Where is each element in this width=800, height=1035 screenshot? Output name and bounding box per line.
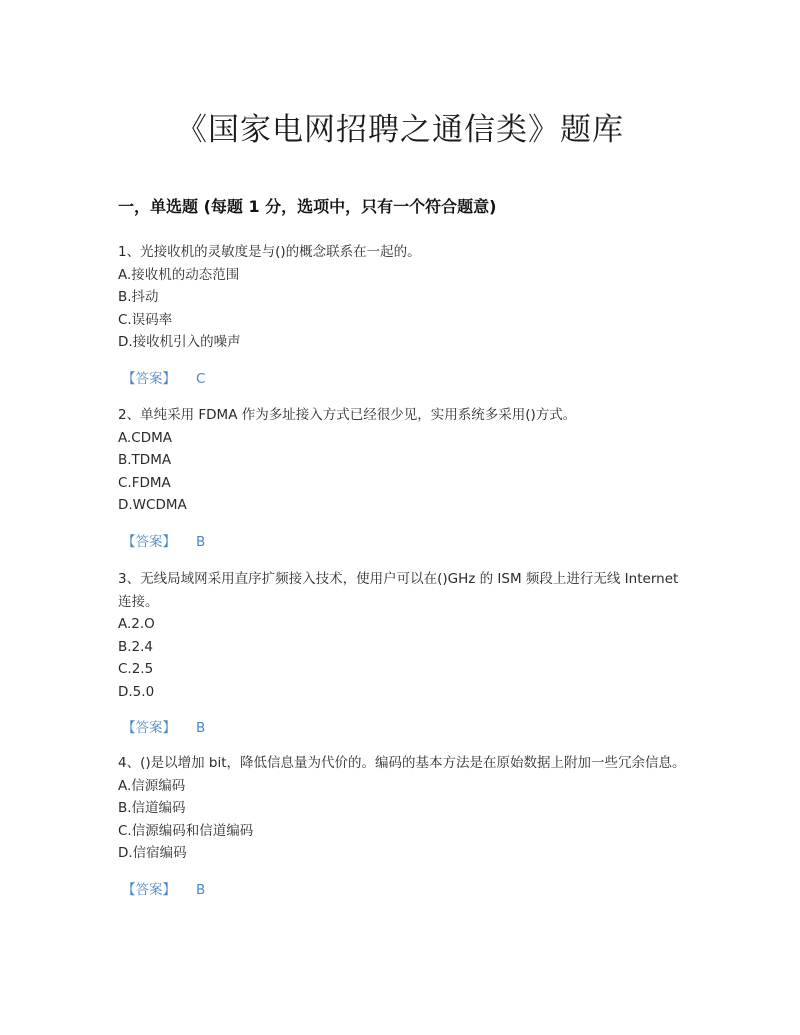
answer-line <box>118 717 688 739</box>
option-a: A.信源编码 <box>118 777 186 794</box>
answer-value: B <box>196 720 206 736</box>
option-d: D.WCDMA <box>118 497 187 513</box>
answer-label: 【答案】 <box>122 533 176 550</box>
question-text: 1、光接收机的灵敏度是与()的概念联系在一起的。 <box>118 244 421 260</box>
answer-line <box>118 879 688 901</box>
option-d: D.5.0 <box>118 683 155 700</box>
page-title: 《国家电网招聘之通信类》题库 <box>176 112 624 148</box>
answer-line <box>118 531 688 553</box>
answer-value: B <box>196 881 206 898</box>
answer-label: 【答案】 <box>122 370 176 387</box>
option-c: C.FDMA <box>118 474 171 491</box>
section-heading: 一，单选题 (每题 1 分，选项中，只有一个符合题意) <box>118 197 497 216</box>
option-a: A.CDMA <box>118 429 172 446</box>
question-text: 2、单纯采用 FDMA 作为多址接入方式已经很少见，实用系统多采用()方式。 <box>118 407 577 423</box>
option-b: B.2.4 <box>118 638 154 655</box>
answer-value: B <box>196 533 206 550</box>
option-b: B.抖动 <box>118 289 159 305</box>
option-d: D.信宿编码 <box>118 845 187 861</box>
question-2 <box>118 404 688 553</box>
option-c: C.信源编码和信道编码 <box>118 822 254 839</box>
question-1 <box>118 241 688 390</box>
option-c: C.2.5 <box>118 661 154 677</box>
question-text: 4、()是以增加 bit，降低信息量为代价的。编码的基本方法是在原始数据上附加一些冗余信息。 <box>118 755 686 771</box>
answer-line <box>118 368 688 390</box>
option-b: B.信道编码 <box>118 800 186 816</box>
option-a: A.2.O <box>118 616 155 632</box>
question-text: 3、无线局域网采用直序扩频接入技术，使用户可以在()GHz 的 ISM 频段上进行无线 Internet 连接。 <box>118 571 679 610</box>
option-d: D.接收机引入的噪声 <box>118 334 241 350</box>
answer-label: 【答案】 <box>122 881 176 898</box>
answer-value: C <box>196 370 206 387</box>
answer-label: 【答案】 <box>122 720 176 736</box>
option-c: C.误码率 <box>118 311 173 328</box>
option-b: B.TDMA <box>118 452 172 468</box>
question-4 <box>118 752 688 901</box>
option-a: A.接收机的动态范围 <box>118 266 240 283</box>
question-3 <box>118 568 688 739</box>
